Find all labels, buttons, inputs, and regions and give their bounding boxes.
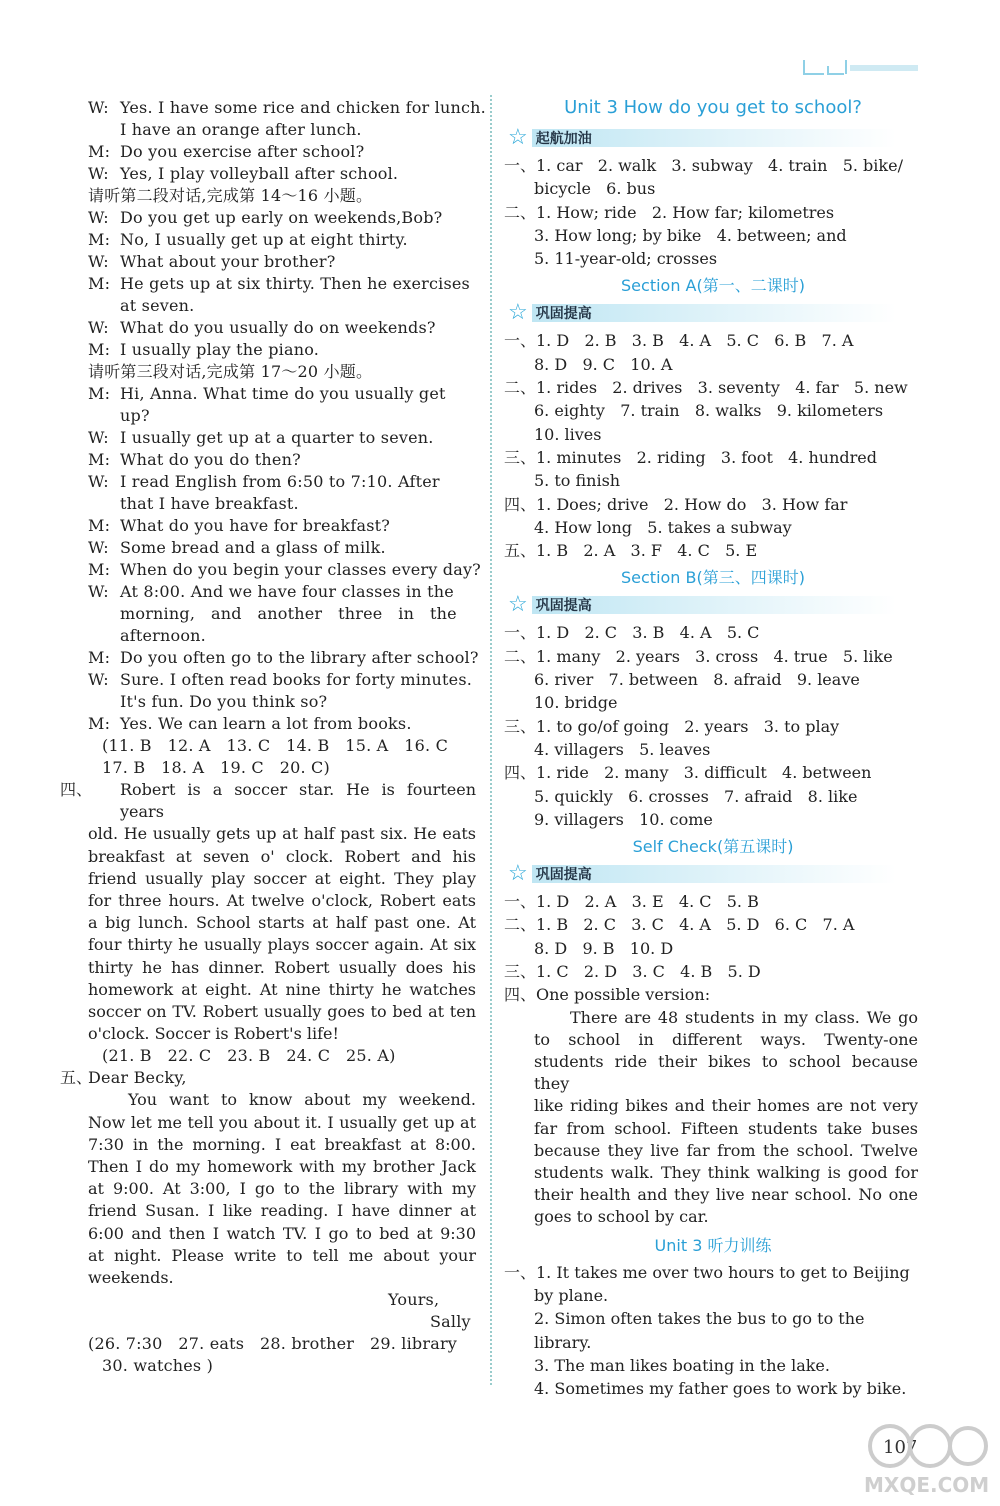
passage-line: far from school. Fifteen students take buses: [534, 1118, 918, 1138]
answers-section-b: [504, 621, 918, 831]
dialog-line: [88, 97, 486, 119]
utterance: I read English from 6:50 to 7:10. After: [120, 472, 440, 491]
passage-line: homework at eight. At nine thirty he watches: [88, 979, 476, 999]
dialog-line: [88, 339, 476, 361]
speaker: W:: [88, 538, 109, 557]
passage-line: weekends.: [88, 1268, 174, 1288]
page-number: 107: [883, 1437, 918, 1458]
utterance: Do you exercise after school?: [120, 142, 365, 161]
utterance: I usually get up at a quarter to seven.: [120, 428, 434, 447]
letter-greeting: Dear Becky,: [88, 1068, 187, 1088]
answer-line: bicycle 6. bus: [534, 179, 656, 199]
answers-26-30-line1: (26. 7:30 27. eats 28. brother 29. library: [88, 1334, 458, 1354]
listening-title: Unit 3 听力训练: [654, 1235, 772, 1255]
answer-line: 5. to finish: [534, 471, 621, 491]
passage-line: old. He usually gets up at half past six. He eats: [88, 824, 476, 844]
dialog-line: [88, 493, 476, 515]
passage-line: You want to know about my weekend.: [128, 1090, 476, 1110]
speaker: M:: [88, 274, 111, 293]
dialog-line: [88, 713, 476, 735]
badge-consolidate-b: [508, 593, 918, 617]
utterance: Hi, Anna. What time do you usually get: [120, 384, 446, 403]
badge-label: 巩固提高: [532, 865, 896, 883]
watermark-logo: [860, 1418, 990, 1498]
dialog-line: [88, 427, 476, 449]
badge-label: 巩固提高: [532, 304, 896, 322]
dialog-line: [88, 625, 476, 647]
passage-line: four thirty he usually plays soccer again. At six: [88, 935, 476, 955]
passage-line: at night. Please write to tell me about your: [88, 1245, 476, 1265]
speaker: W:: [88, 582, 109, 601]
passage-line: their health and they live near school. No one: [534, 1185, 918, 1205]
letter-body: [88, 1089, 476, 1289]
answer-line: 3. The man likes boating in the lake.: [534, 1355, 830, 1375]
speaker: M:: [88, 230, 111, 249]
answer-line: 一、1. It takes me over two hours to get to Beijing: [504, 1262, 910, 1282]
speaker: W:: [88, 428, 109, 447]
speaker: M:: [88, 142, 111, 161]
answer-line: 3. How long; by bike 4. between; and: [534, 225, 847, 245]
section-5-label: 五、: [60, 1068, 93, 1088]
speaker: M:: [88, 648, 111, 667]
passage-line: o'clock. Soccer is Robert's life!: [88, 1024, 339, 1044]
utterance: What do you have for breakfast?: [120, 516, 391, 535]
speaker: W:: [88, 670, 109, 689]
utterance: Do you get up early on weekends,Bob?: [120, 208, 443, 227]
passage-line: Then I do my homework with my brother Jack: [88, 1157, 476, 1177]
passage-line: friend Susan. I like reading. I have dinner at: [88, 1201, 476, 1221]
passage-line: students walk. They think walking is good for: [534, 1163, 918, 1183]
letter-signature: Sally: [430, 1312, 471, 1332]
badge-consolidate-self: [508, 862, 918, 886]
answer-line: 4. villagers 5. leaves: [534, 739, 711, 759]
dialog-line: [88, 317, 476, 339]
badge-warmup: [508, 126, 918, 150]
star-icon: ☆: [508, 300, 528, 326]
svg-text:MXQE.COM: MXQE.COM: [864, 1473, 990, 1497]
dialog-line: [88, 449, 476, 471]
passage-line: a big lunch. School starts at half past one. At: [88, 913, 476, 933]
passage-line: students ride their bikes to school because they: [534, 1052, 918, 1094]
left-column: [60, 97, 486, 1377]
speaker: W:: [88, 164, 109, 183]
utterance: that I have breakfast.: [120, 494, 299, 513]
self-check-title: Self Check(第五课时): [632, 837, 794, 857]
passage-line: thirty he has dinner. Robert usually does his: [88, 957, 476, 977]
answer-line: 一、1. D 2. C 3. B 4. A 5. C: [504, 623, 760, 643]
dialog-line: [88, 537, 476, 559]
answers-self-check: [504, 890, 918, 1006]
utterance: He gets up at six thirty. Then he exercises: [120, 274, 470, 293]
passage-line: friend usually play soccer at eight. They play: [88, 868, 476, 888]
dialog-line: [88, 383, 476, 405]
speaker: W:: [88, 318, 109, 337]
column-divider: [490, 95, 492, 1385]
passage-line: to school in different ways. Twenty-one: [534, 1029, 918, 1049]
utterance: up?: [120, 406, 150, 425]
section-5: [60, 1067, 476, 1333]
utterance: morning, and another three in the: [120, 604, 457, 623]
badge-label: 巩固提高: [532, 596, 896, 614]
answer-line: 5. quickly 6. crosses 7. afraid 8. like: [534, 786, 858, 806]
answer-line: 三、1. to go/of going 2. years 3. to play: [504, 716, 840, 736]
utterance: What about your brother?: [120, 252, 336, 271]
passage-line: 6:00 and then I watch TV. I go to bed at 9:30: [88, 1223, 476, 1243]
dialog-line: [88, 295, 476, 317]
dialog-line: [88, 691, 476, 713]
utterance: at seven.: [120, 296, 195, 315]
dialog-line: [88, 207, 476, 229]
utterance: Some bread and a glass of milk.: [120, 538, 386, 557]
speaker: W:: [88, 98, 109, 117]
answer-line: 8. D 9. B 10. D: [534, 938, 674, 958]
speaker: M:: [88, 714, 111, 733]
utterance: At 8:00. And we have four classes in the: [120, 582, 454, 601]
badge-consolidate-a: [508, 301, 918, 325]
badge-label: 起航加油: [532, 129, 896, 147]
section-4-passage: [88, 779, 476, 1045]
answer-line: 三、1. minutes 2. riding 3. foot 4. hundred: [504, 447, 877, 467]
passage-line: Now let me tell you about it. I usually get up at: [88, 1112, 476, 1132]
dialog-1: [88, 97, 486, 185]
section-a-title: Section A(第一、二课时): [621, 276, 805, 296]
passage-line: like riding bikes and their homes are not very: [534, 1096, 918, 1116]
speaker: W:: [88, 208, 109, 227]
answer-line: 9. villagers 10. come: [534, 809, 713, 829]
instruction-2: 请听第二段对话,完成第 14～16 小题。: [88, 186, 373, 205]
passage-line: at 9:00. At 3:00, I go to the library with my: [88, 1179, 476, 1199]
dialog-3: [88, 383, 481, 735]
answer-line: 二、1. rides 2. drives 3. seventy 4. far 5. new: [504, 378, 908, 398]
answer-line: 2. Simon often takes the bus to go to the: [534, 1309, 865, 1329]
utterance: No, I usually get up at eight thirty.: [120, 230, 408, 249]
speaker: M:: [88, 450, 111, 469]
section-b-title: Section B(第三、四课时): [621, 568, 805, 588]
passage-line: goes to school by car.: [534, 1207, 709, 1227]
answer-line: 三、1. C 2. D 3. C 4. B 5. D: [504, 962, 761, 982]
utterance: What do you usually do on weekends?: [120, 318, 436, 337]
instruction-3: 请听第三段对话,完成第 17～20 小题。: [88, 362, 373, 381]
dialog-line: [88, 559, 481, 581]
utterance: Yes, I play volleyball after school.: [120, 164, 399, 183]
star-icon: ☆: [508, 592, 528, 618]
speaker: M:: [88, 560, 111, 579]
passage-line: soccer on TV. Robert usually goes to bed at ten: [88, 1002, 476, 1022]
answer-line: 一、1. D 2. A 3. E 4. C 5. B: [504, 892, 759, 912]
section-4: [60, 779, 476, 1045]
speaker: M:: [88, 340, 111, 359]
star-icon: ☆: [508, 125, 528, 150]
answer-line: 4. How long 5. takes a subway: [534, 517, 792, 537]
letter-closing: Yours,: [388, 1290, 440, 1310]
section-4-label: 四、: [60, 780, 93, 799]
utterance: Sure. I often read books for forty minutes.: [120, 670, 473, 689]
utterance: I usually play the piano.: [120, 340, 320, 359]
speaker: M:: [88, 516, 111, 535]
utterance: Yes. We can learn a lot from books.: [120, 714, 412, 733]
utterance: When do you begin your classes every day?: [120, 560, 481, 579]
star-icon: ☆: [508, 861, 528, 887]
dialog-line: [88, 669, 476, 691]
utterance: Yes. I have some rice and chicken for lunch.: [120, 98, 486, 117]
speaker: W:: [88, 472, 109, 491]
dialog-line: [88, 471, 476, 493]
answer-line: 四、1. Does; drive 2. How do 3. How far: [504, 494, 848, 514]
answer-line: 五、1. B 2. A 3. F 4. C 5. E: [504, 541, 758, 561]
answers-warmup: [504, 154, 918, 270]
dialog-line: [88, 141, 476, 163]
passage-line: Robert is a soccer star. He is fourteen years: [120, 780, 476, 822]
passage-line: because they live far from the school. Twelve: [534, 1140, 918, 1160]
essay: [508, 1007, 918, 1229]
answer-line: 一、1. D 2. B 3. B 4. A 5. C 6. B 7. A: [504, 331, 854, 351]
answer-line: 四、1. ride 2. many 3. difficult 4. between: [504, 763, 872, 783]
passage-line: for three hours. At twelve o'clock, Robert eats: [88, 891, 476, 911]
passage-line: 7:30 in the morning. I eat breakfast at 8:00.: [88, 1134, 476, 1154]
right-column: [504, 97, 918, 1400]
answer-line: 6. eighty 7. train 8. walks 9. kilometers: [534, 401, 884, 421]
dialog-line: [88, 603, 476, 625]
dialog-line: [88, 647, 479, 669]
speaker: M:: [88, 384, 111, 403]
answer-line: library.: [534, 1332, 592, 1352]
dialog-line: [88, 581, 476, 603]
answer-line: by plane.: [534, 1285, 609, 1305]
dialog-line: [88, 163, 476, 185]
dialog-2: [88, 207, 476, 361]
answer-line: 二、1. How; ride 2. How far; kilometres: [504, 202, 835, 222]
dialog-line: [88, 515, 476, 537]
passage-line: There are 48 students in my class. We go: [570, 1007, 918, 1027]
answer-line: 4. Sometimes my father goes to work by bike.: [534, 1379, 907, 1399]
corner-decoration: [800, 56, 920, 78]
utterance: Do you often go to the library after school?: [120, 648, 479, 667]
dialog-line: [88, 251, 476, 273]
answers-11-20-line2: 17. B 18. A 19. C 20. C): [102, 758, 330, 777]
answer-line: 10. bridge: [534, 693, 618, 713]
dialog-line: [88, 405, 476, 427]
unit-title: Unit 3 How do you get to school?: [564, 97, 862, 118]
dialog-line: [88, 119, 476, 141]
utterance: What do you do then?: [120, 450, 301, 469]
answers-section-a: [504, 329, 918, 562]
answer-line: 二、1. many 2. years 3. cross 4. true 5. like: [504, 646, 893, 666]
answer-line: 一、1. car 2. walk 3. subway 4. train 5. bike/: [504, 156, 903, 175]
answer-line: 10. lives: [534, 424, 602, 444]
answer-line: 四、One possible version:: [504, 985, 711, 1005]
listening-answers: [504, 1261, 918, 1401]
answers-21-25: (21. B 22. C 23. B 24. C 25. A): [102, 1046, 396, 1066]
answer-line: 8. D 9. C 10. A: [534, 354, 673, 374]
dialog-line: [88, 229, 476, 251]
utterance: I have an orange after lunch.: [120, 120, 362, 139]
dialog-line: [88, 273, 476, 295]
answer-line: 5. 11-year-old; crosses: [534, 249, 718, 269]
answer-line: 二、1. B 2. C 3. C 4. A 5. D 6. C 7. A: [504, 915, 855, 935]
answers-11-20-line1: (11. B 12. A 13. C 14. B 15. A 16. C: [102, 736, 449, 755]
speaker: W:: [88, 252, 109, 271]
passage-line: breakfast at seven o' clock. Robert and his: [88, 846, 476, 866]
answers-26-30-line2: 30. watches ): [102, 1356, 214, 1376]
answer-line: 6. river 7. between 8. afraid 9. leave: [534, 670, 860, 690]
utterance: It's fun. Do you think so?: [120, 692, 328, 711]
utterance: afternoon.: [120, 626, 206, 645]
